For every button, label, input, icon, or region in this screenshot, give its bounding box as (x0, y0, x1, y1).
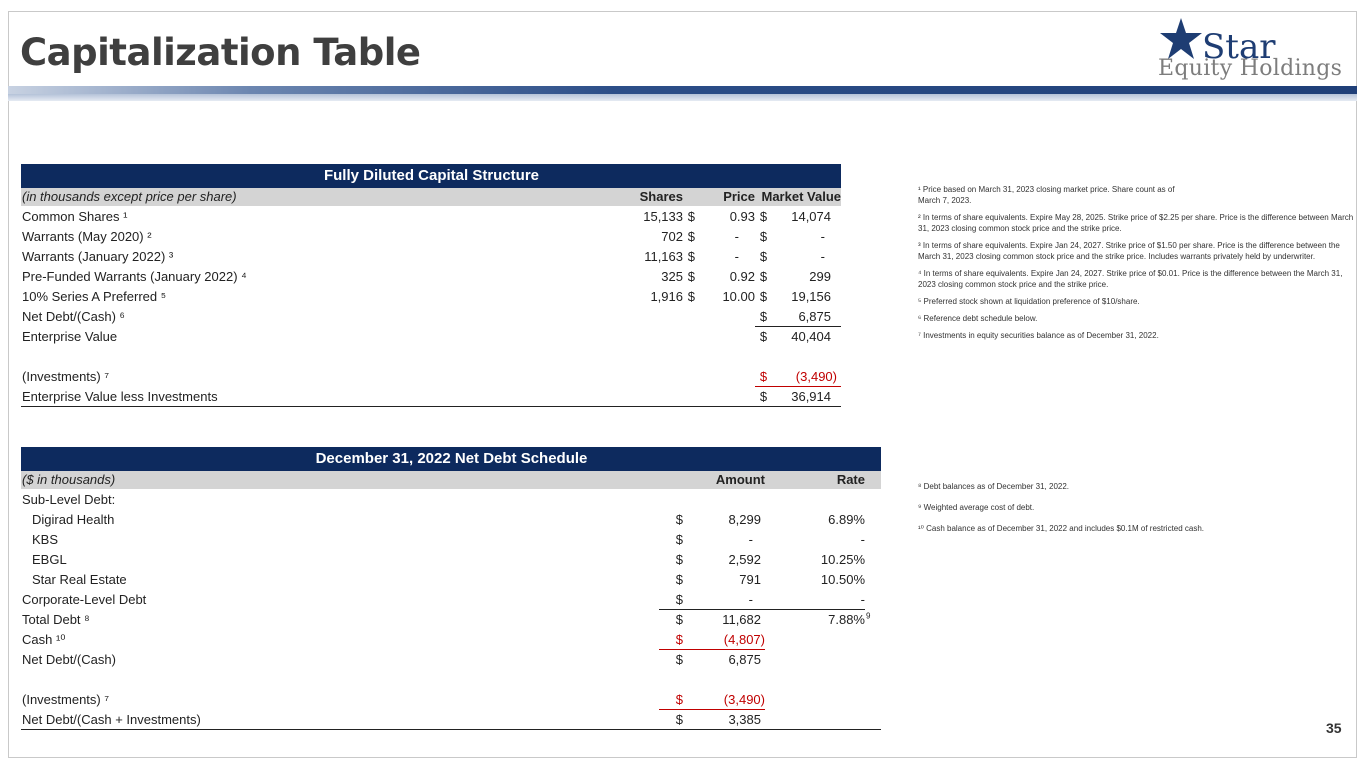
rate-cell: - (860, 532, 865, 547)
dollar-sign: $ (755, 366, 771, 386)
dollar-sign: $ (759, 209, 768, 224)
dollar-sign: $ (659, 589, 683, 609)
amount-cell: 2,592 (728, 552, 761, 567)
footnotes-capital (918, 184, 1354, 347)
dollar-sign: $ (675, 512, 683, 527)
table-row (21, 709, 881, 729)
amount-cell: 791 (739, 572, 761, 587)
rate-cell: - (765, 589, 865, 609)
amount-cell: 11,682 (722, 612, 761, 627)
dollar-sign: $ (687, 269, 695, 284)
row-label: Star Real Estate (32, 572, 127, 587)
row-label: Total Debt ⁸ (22, 612, 90, 627)
dollar-sign: $ (675, 652, 683, 667)
dollar-sign: $ (687, 249, 695, 264)
shares-cell: 11,163 (644, 249, 683, 264)
table-row (21, 529, 881, 549)
row-label: Enterprise Value less Investments (21, 386, 599, 406)
col-header-amount: Amount (683, 471, 765, 489)
dollar-sign: $ (755, 386, 771, 406)
market-value-cell: (3,490) (771, 366, 841, 386)
rate-cell: 10.25% (820, 552, 865, 567)
market-value-cell: - (820, 249, 825, 264)
dollar-sign: $ (759, 329, 768, 344)
footnote: ⁴ In terms of share equivalents. Expire Jan 24, 2027. Strike price of $0.01. Price is the difference between the March 31, 2023 closing common stock price and the strike price. (918, 269, 1343, 289)
dollar-sign: $ (659, 709, 683, 729)
row-label: Digirad Health (32, 512, 115, 527)
row-label: Net Debt/(Cash) ⁶ (22, 309, 125, 324)
shares-cell: 15,133 (643, 209, 683, 224)
footnotes-debt (918, 481, 1354, 540)
table-row (21, 206, 841, 226)
market-value-cell: 299 (809, 269, 831, 284)
capital-table-title: Fully Diluted Capital Structure (21, 164, 841, 188)
row-label: Enterprise Value (22, 329, 118, 344)
rate-footnote: 9 (866, 611, 871, 621)
rate-cell: 6.89% (828, 512, 865, 527)
row-label: Warrants (May 2020) ² (22, 229, 152, 244)
amount-cell: - (748, 532, 753, 547)
amount-cell: - (683, 589, 765, 609)
col-header-shares: Shares (599, 188, 683, 206)
dollar-sign: $ (687, 209, 695, 224)
row-label: (Investments) ⁷ (22, 369, 110, 384)
shares-cell: 1,916 (650, 289, 683, 304)
amount-cell: 3,385 (683, 709, 765, 729)
table-row (21, 509, 881, 529)
dollar-sign: $ (675, 612, 683, 627)
table-row (21, 326, 841, 346)
row-label: Pre-Funded Warrants (January 2022) ⁴ (22, 269, 247, 284)
table-row (21, 286, 841, 306)
footnote: ⁵ Preferred stock shown at liquidation preference of $10/share. (918, 297, 1140, 306)
row-label: Warrants (January 2022) ³ (22, 249, 174, 264)
dollar-sign: $ (675, 552, 683, 567)
table-row (21, 649, 881, 669)
footnote: ³ In terms of share equivalents. Expire Jan 24, 2027. Strike price of $1.50 per share. Price is the difference between the March 31, 2023 closing common stock price and the strike price. Includes warrants privately held by underwriter. (918, 241, 1340, 261)
row-label: Corporate-Level Debt (22, 592, 147, 607)
col-header-rate: Rate (765, 471, 865, 489)
rate-cell: 7.88% (828, 612, 865, 627)
table-row (21, 306, 841, 326)
row-label: Cash ¹⁰ (22, 632, 66, 647)
table-row (21, 629, 881, 649)
col-header-price: Price (695, 188, 755, 206)
price-cell: 10.00 (722, 289, 755, 304)
table-row (21, 609, 881, 629)
market-value-cell: 36,914 (771, 386, 841, 406)
dollar-sign: $ (687, 289, 695, 304)
footnote: ¹ Price based on March 31, 2023 closing market price. Share count as of (918, 185, 1175, 194)
row-label: KBS (32, 532, 59, 547)
price-cell: 0.93 (729, 209, 755, 224)
dollar-sign: $ (755, 306, 771, 326)
table-row (21, 366, 841, 386)
row-label: Common Shares ¹ (22, 209, 128, 224)
shares-cell: 702 (661, 229, 683, 244)
price-cell: - (734, 229, 739, 244)
dollar-sign: $ (687, 229, 695, 244)
table-row (21, 569, 881, 589)
dollar-sign: $ (659, 629, 683, 649)
shares-cell: 325 (661, 269, 683, 284)
col-header-market-value: Market Value (755, 188, 841, 206)
footnote: ⁹ Weighted average cost of debt. (918, 503, 1035, 512)
header-band-shadow (8, 94, 1357, 101)
dollar-sign: $ (759, 289, 768, 304)
row-label: Net Debt/(Cash) (22, 652, 116, 667)
debt-table-title: December 31, 2022 Net Debt Schedule (21, 447, 881, 471)
table-row (21, 266, 841, 286)
capital-table-subtitle: (in thousands except price per share) (21, 188, 599, 206)
table-row (21, 489, 881, 509)
table-row (21, 689, 881, 709)
table-row (21, 589, 881, 609)
debt-table-subtitle: ($ in thousands) (21, 471, 659, 489)
footnote: March 7, 2023. (918, 196, 972, 205)
market-value-cell: 19,156 (791, 289, 831, 304)
market-value-cell: 6,875 (771, 306, 841, 326)
row-label: Sub-Level Debt: (22, 492, 116, 507)
company-logo (1158, 16, 1350, 86)
row-label: EBGL (32, 552, 67, 567)
dollar-sign: $ (759, 269, 768, 284)
logo-word-equity: Equity Holdings (1158, 56, 1343, 81)
capital-structure-table (21, 164, 841, 407)
header-band (8, 86, 1357, 94)
footnote: ² In terms of share equivalents. Expire May 28, 2025. Strike price of $2.25 per share. Price is the difference between March 31, 2023 closing common stock price and the strike price. (918, 213, 1354, 233)
dollar-sign: $ (675, 572, 683, 587)
row-label: Net Debt/(Cash + Investments) (21, 709, 659, 729)
amount-cell: 6,875 (728, 652, 761, 667)
logo-word-star: Star (1202, 27, 1276, 67)
dollar-sign: $ (759, 229, 768, 244)
table-row (21, 226, 841, 246)
footnote: ⁷ Investments in equity securities balance as of December 31, 2022. (918, 331, 1159, 340)
market-value-cell: 40,404 (791, 329, 831, 344)
price-cell: 0.92 (729, 269, 755, 284)
market-value-cell: - (820, 229, 825, 244)
dollar-sign: $ (659, 689, 683, 709)
footnote: ⁶ Reference debt schedule below. (918, 314, 1038, 323)
price-cell: - (734, 249, 739, 264)
market-value-cell: 14,074 (791, 209, 831, 224)
dollar-sign: $ (675, 532, 683, 547)
page-number: 35 (1326, 720, 1342, 736)
amount-cell: (4,807) (683, 629, 765, 649)
amount-cell: (3,490) (683, 689, 765, 709)
rate-cell: 10.50% (820, 572, 865, 587)
row-label: (Investments) ⁷ (22, 692, 110, 707)
net-debt-schedule-table (21, 447, 881, 730)
page-title: Capitalization Table (20, 31, 421, 74)
table-row (21, 549, 881, 569)
table-row (21, 246, 841, 266)
dollar-sign: $ (759, 249, 768, 264)
table-row (21, 386, 841, 406)
footnote: ⁸ Debt balances as of December 31, 2022. (918, 482, 1070, 491)
row-label: 10% Series A Preferred ⁵ (22, 289, 167, 304)
amount-cell: 8,299 (728, 512, 761, 527)
footnote: ¹⁰ Cash balance as of December 31, 2022 and includes $0.1M of restricted cash. (918, 524, 1205, 533)
